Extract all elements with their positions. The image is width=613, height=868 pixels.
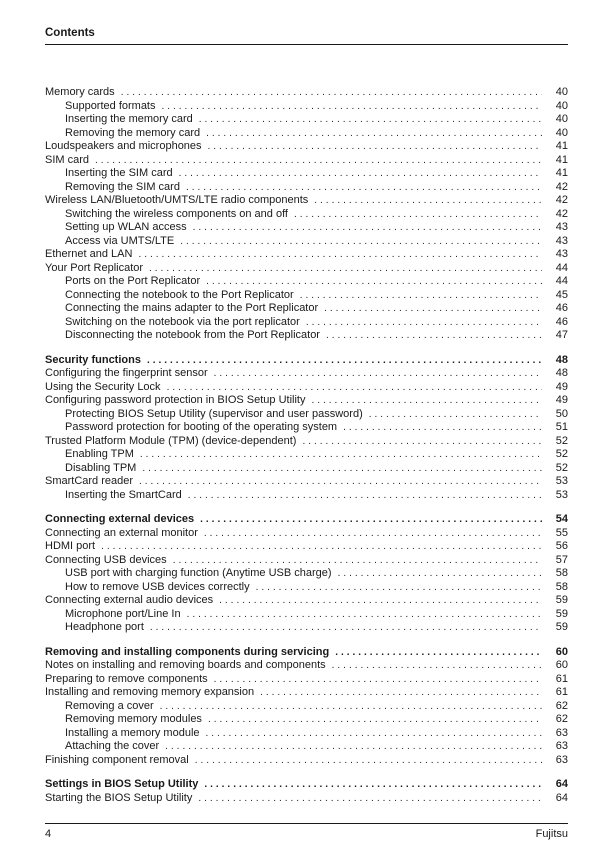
toc-entry-label: Switching the wireless components on and off — [65, 207, 288, 220]
toc-entry-label: Disabling TPM — [65, 461, 137, 474]
dot-leader — [204, 778, 542, 792]
dot-leader — [188, 489, 542, 503]
toc-entry-label: Ports on the Port Replicator — [65, 275, 201, 287]
dot-leader — [324, 302, 542, 316]
dot-leader — [219, 594, 542, 608]
toc-entry-page: 55 — [555, 526, 568, 539]
dot-leader — [179, 167, 542, 181]
toc-entry-page: 63 — [555, 740, 568, 752]
toc-entry-label: Inserting the SmartCard — [65, 488, 182, 501]
toc-entry-page: 59 — [555, 594, 568, 606]
toc-entry-label: Starting the BIOS Setup Utility — [45, 791, 193, 804]
dot-leader — [173, 554, 542, 568]
toc-entry-label: Removing the SIM card — [65, 180, 180, 193]
toc-entry[interactable] — [45, 435, 568, 449]
toc-entry-label: Protecting BIOS Setup Utility (supervisor and user password) — [65, 407, 363, 420]
dot-leader — [186, 181, 542, 195]
toc-entry[interactable] — [45, 302, 568, 316]
dot-leader — [332, 659, 542, 673]
toc-entry-label: Memory cards — [45, 86, 115, 98]
dot-leader — [187, 608, 542, 622]
toc-entry-label: Setting up WLAN access — [65, 221, 187, 233]
toc-entry-label: Ethernet and LAN — [45, 248, 133, 260]
dot-leader — [214, 673, 542, 687]
toc-entry[interactable] — [45, 100, 568, 114]
header-divider — [45, 44, 568, 45]
toc-entry-page: 52 — [555, 448, 568, 460]
toc-entry-page: 63 — [555, 753, 568, 766]
toc-entry[interactable] — [45, 621, 568, 635]
toc-entry[interactable] — [45, 754, 568, 768]
dot-leader — [335, 646, 542, 660]
toc-entry-page: 48 — [555, 367, 568, 379]
dot-leader — [204, 527, 542, 541]
toc-entry[interactable] — [45, 394, 568, 408]
toc-entry-label: Connecting external devices — [45, 513, 195, 525]
toc-entry-label: Removing memory modules — [65, 713, 202, 725]
toc-entry-page: 64 — [555, 778, 568, 790]
dot-leader — [149, 262, 542, 276]
toc-entry-page: 44 — [555, 261, 568, 274]
toc-entry[interactable] — [45, 181, 568, 195]
dot-leader — [311, 394, 542, 408]
toc-entry[interactable] — [45, 740, 568, 754]
toc-entry[interactable] — [45, 727, 568, 741]
toc-entry-label: Connecting USB devices — [45, 553, 167, 566]
toc-entry-label: USB port with charging function (Anytime USB charge) — [65, 567, 332, 579]
dot-leader — [138, 248, 542, 262]
dot-leader — [147, 354, 542, 368]
dot-leader — [140, 448, 542, 462]
dot-leader — [139, 475, 542, 489]
toc-entry[interactable] — [45, 208, 568, 222]
toc-entry[interactable] — [45, 581, 568, 595]
toc-entry-page: 60 — [555, 645, 568, 658]
toc-entry-page: 40 — [555, 99, 568, 112]
toc-entry[interactable] — [45, 527, 568, 541]
page-header-title: Contents — [45, 27, 95, 39]
toc-entry[interactable] — [45, 381, 568, 395]
toc-entry[interactable] — [45, 127, 568, 141]
toc-entry-label: Settings in BIOS Setup Utility — [45, 778, 199, 790]
toc-entry[interactable] — [45, 673, 568, 687]
toc-entry-label: Installing a memory module — [65, 726, 200, 739]
toc-entry-page: 46 — [555, 315, 568, 328]
toc-chapter-entry[interactable] — [45, 354, 568, 368]
toc-entry-label: Disconnecting the notebook from the Port Replicator — [65, 329, 320, 341]
toc-entry-page: 41 — [555, 140, 568, 152]
toc-chapter-entry[interactable] — [45, 513, 568, 527]
dot-leader — [198, 792, 542, 806]
dot-leader — [294, 208, 542, 222]
toc-entry-page: 64 — [555, 791, 568, 804]
toc-entry[interactable] — [45, 86, 568, 100]
dot-leader — [214, 367, 542, 381]
dot-leader — [150, 621, 542, 635]
toc-entry-page: 52 — [555, 434, 568, 447]
toc-entry-label: Enabling TPM — [65, 448, 134, 460]
toc-entry[interactable] — [45, 194, 568, 208]
toc-entry-page: 61 — [555, 672, 568, 685]
toc-entry-page: 58 — [555, 580, 568, 593]
footer-page-number: 4 — [45, 828, 52, 840]
dot-leader — [343, 421, 542, 435]
toc-entry-label: Inserting the memory card — [65, 113, 193, 125]
toc-entry[interactable] — [45, 316, 568, 330]
toc-entry-page: 52 — [555, 461, 568, 474]
toc-entry[interactable] — [45, 154, 568, 168]
toc-entry[interactable] — [45, 248, 568, 262]
toc-entry-page: 54 — [555, 513, 568, 525]
toc-entry-label: Connecting the notebook to the Port Replicator — [65, 288, 294, 301]
dot-leader — [200, 513, 542, 527]
toc-entry[interactable] — [45, 235, 568, 249]
toc-entry-page: 46 — [555, 302, 568, 314]
toc-chapter-entry[interactable] — [45, 778, 568, 792]
toc-entry[interactable] — [45, 554, 568, 568]
toc-entry-page: 59 — [555, 607, 568, 620]
toc-entry-label: Security functions — [45, 353, 141, 366]
dot-leader — [180, 235, 542, 249]
toc-entry-page: 40 — [555, 86, 568, 98]
toc-entry-page: 57 — [555, 553, 568, 566]
toc-entry[interactable] — [45, 686, 568, 700]
toc-entry-page: 59 — [555, 621, 568, 633]
dot-leader — [199, 113, 542, 127]
dot-leader — [95, 154, 542, 168]
dot-leader — [208, 713, 542, 727]
dot-leader — [314, 194, 542, 208]
toc-entry-page: 49 — [555, 380, 568, 393]
toc-entry-label: Supported formats — [65, 99, 156, 112]
toc-entry[interactable] — [45, 167, 568, 181]
toc-entry-page: 56 — [555, 540, 568, 552]
toc-entry-page: 53 — [555, 475, 568, 487]
toc-entry-label: Inserting the SIM card — [65, 167, 173, 179]
toc-entry-label: Removing the memory card — [65, 126, 201, 139]
toc-entry-page: 43 — [555, 248, 568, 260]
footer-brand: Fujitsu — [535, 828, 568, 840]
toc-entry-label: Trusted Platform Module (TPM) (device-dependent) — [45, 434, 297, 447]
toc-entry-page: 62 — [555, 713, 568, 725]
toc-entry-page: 62 — [555, 699, 568, 712]
toc-entry[interactable] — [45, 594, 568, 608]
toc-entry[interactable] — [45, 700, 568, 714]
toc-entry-page: 42 — [555, 194, 568, 206]
toc-entry-label: Wireless LAN/Bluetooth/UMTS/LTE radio components — [45, 194, 309, 206]
dot-leader — [326, 329, 542, 343]
toc-chapter-entry[interactable] — [45, 646, 568, 660]
toc-entry[interactable] — [45, 140, 568, 154]
dot-leader — [160, 700, 542, 714]
dot-leader — [167, 381, 542, 395]
toc-entry[interactable] — [45, 275, 568, 289]
dot-leader — [165, 740, 542, 754]
toc-entry-page: 60 — [555, 659, 568, 671]
toc-entry-page: 61 — [555, 686, 568, 698]
toc-entry-page: 40 — [555, 126, 568, 139]
dot-leader — [369, 408, 542, 422]
toc-entry-label: Installing and removing memory expansion — [45, 686, 255, 698]
dot-leader — [302, 435, 542, 449]
dot-leader — [193, 221, 542, 235]
toc-entry[interactable] — [45, 448, 568, 462]
toc-entry-label: Loudspeakers and microphones — [45, 140, 202, 152]
toc-entry-page: 48 — [555, 353, 568, 366]
toc-entry[interactable] — [45, 262, 568, 276]
toc-entry[interactable] — [45, 462, 568, 476]
toc-entry[interactable] — [45, 608, 568, 622]
toc-entry-page: 47 — [555, 329, 568, 341]
toc-entry-page: 45 — [555, 288, 568, 301]
dot-leader — [142, 462, 542, 476]
dot-leader — [162, 100, 543, 114]
footer-divider — [45, 823, 568, 824]
toc-entry[interactable] — [45, 475, 568, 489]
toc-entry-page: 42 — [555, 207, 568, 220]
toc-entry-label: Preparing to remove components — [45, 672, 208, 685]
toc-entry[interactable] — [45, 113, 568, 127]
toc-entry-label: Connecting external audio devices — [45, 594, 214, 606]
toc-entry-label: Notes on installing and removing boards and components — [45, 659, 326, 671]
toc-entry-page: 43 — [555, 221, 568, 233]
toc-entry[interactable] — [45, 567, 568, 581]
toc-entry[interactable] — [45, 489, 568, 503]
toc-entry-page: 58 — [555, 567, 568, 579]
table-of-contents — [45, 86, 568, 805]
toc-entry-label: Configuring password protection in BIOS Setup Utility — [45, 394, 306, 406]
dot-leader — [206, 727, 542, 741]
dot-leader — [101, 540, 542, 554]
toc-entry-label: Connecting an external monitor — [45, 526, 198, 539]
toc-entry-page: 44 — [555, 275, 568, 287]
dot-leader — [121, 86, 542, 100]
toc-entry[interactable] — [45, 659, 568, 673]
toc-entry-page: 40 — [555, 113, 568, 125]
dot-leader — [256, 581, 542, 595]
toc-entry-label: How to remove USB devices correctly — [65, 580, 250, 593]
dot-leader — [206, 275, 542, 289]
toc-entry-page: 49 — [555, 394, 568, 406]
toc-entry-label: Password protection for booting of the operating system — [65, 421, 338, 433]
toc-entry-page: 50 — [555, 407, 568, 420]
toc-entry-label: Access via UMTS/LTE — [65, 234, 175, 247]
dot-leader — [195, 754, 542, 768]
dot-leader — [338, 567, 542, 581]
toc-entry[interactable] — [45, 367, 568, 381]
toc-entry-page: 43 — [555, 234, 568, 247]
toc-entry-page: 42 — [555, 180, 568, 193]
toc-entry-label: Connecting the mains adapter to the Port Replicator — [65, 302, 319, 314]
dot-leader — [208, 140, 542, 154]
toc-entry-page: 53 — [555, 488, 568, 501]
toc-entry-page: 51 — [555, 421, 568, 433]
toc-entry-label: Finishing component removal — [45, 753, 189, 766]
toc-entry[interactable] — [45, 421, 568, 435]
toc-entry-label: HDMI port — [45, 540, 96, 552]
toc-entry-page: 41 — [555, 167, 568, 179]
dot-leader — [306, 316, 542, 330]
toc-entry-label: Your Port Replicator — [45, 261, 144, 274]
toc-entry-label: Using the Security Lock — [45, 380, 161, 393]
toc-entry-page: 63 — [555, 726, 568, 739]
toc-entry-label: Headphone port — [65, 621, 144, 633]
toc-entry[interactable] — [45, 713, 568, 727]
toc-entry[interactable] — [45, 329, 568, 343]
toc-entry-label: SIM card — [45, 153, 90, 166]
toc-entry-page: 41 — [555, 153, 568, 166]
toc-entry[interactable] — [45, 540, 568, 554]
dot-leader — [206, 127, 542, 141]
toc-entry-label: Switching on the notebook via the port replicator — [65, 315, 300, 328]
toc-entry[interactable] — [45, 221, 568, 235]
toc-entry[interactable] — [45, 792, 568, 806]
dot-leader — [260, 686, 542, 700]
toc-entry[interactable] — [45, 289, 568, 303]
dot-leader — [300, 289, 542, 303]
toc-entry-label: SmartCard reader — [45, 475, 134, 487]
toc-entry-label: Attaching the cover — [65, 740, 160, 752]
toc-entry-label: Removing a cover — [65, 699, 154, 712]
toc-entry-label: Removing and installing components during servicing — [45, 645, 330, 658]
toc-entry-label: Configuring the fingerprint sensor — [45, 367, 208, 379]
toc-entry[interactable] — [45, 408, 568, 422]
toc-entry-label: Microphone port/Line In — [65, 607, 181, 620]
